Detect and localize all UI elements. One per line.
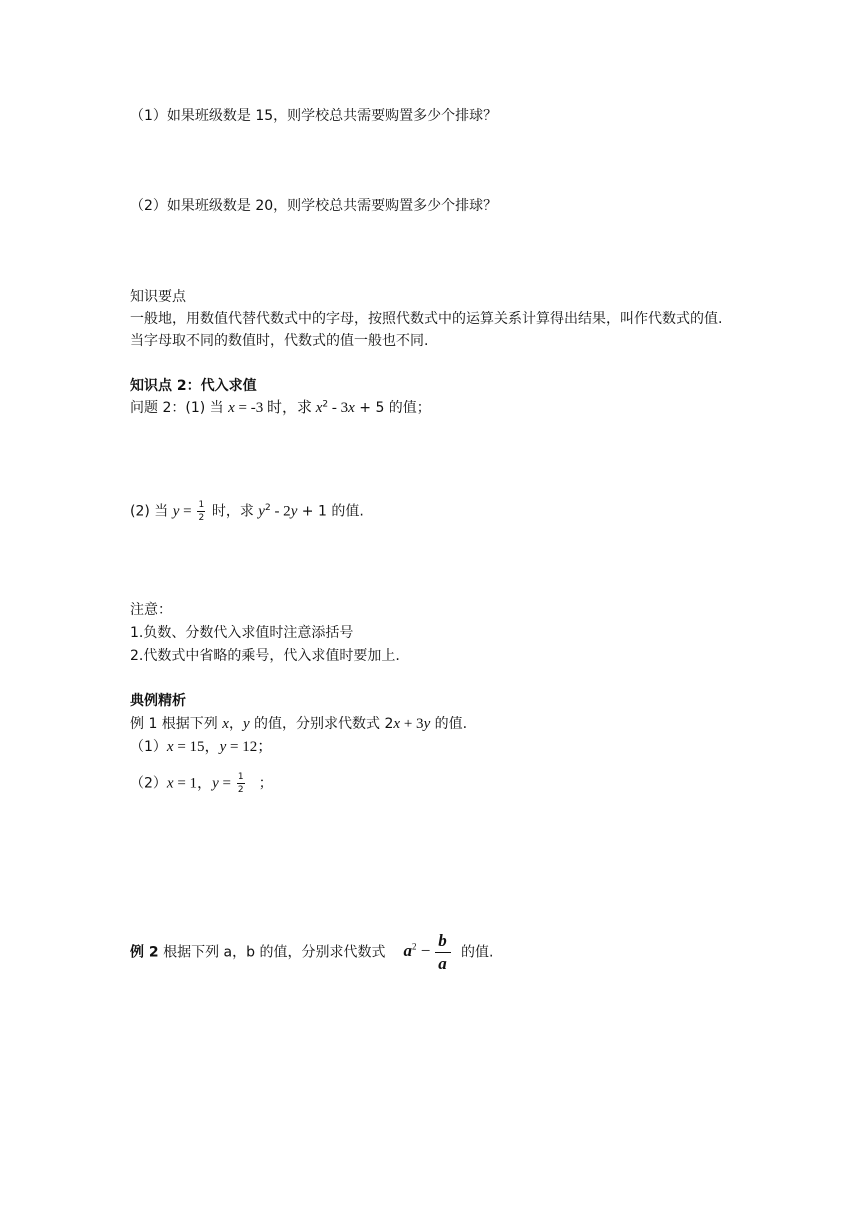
ex2-label: 例 2 bbox=[130, 944, 159, 961]
p1-var-x: x bbox=[228, 400, 235, 416]
question-2: （2）如果班级数是 20，则学校总共需要购置多少个排球？ bbox=[130, 198, 498, 214]
p1-eq: = -3 时，求 bbox=[234, 400, 316, 416]
note-item-2: 2.代数式中省略的乘号，代入求值时要加上. bbox=[130, 648, 400, 664]
ex1-1-var-x: x bbox=[166, 739, 174, 755]
ex1-1-x-value: = 15， bbox=[173, 739, 220, 755]
ex2-text: 根据下列 a，b 的值，分别求代数式 bbox=[158, 944, 386, 961]
example1-statement bbox=[130, 714, 467, 734]
p2-frac-num: 1 bbox=[198, 500, 205, 510]
ex1-1-prefix: （1） bbox=[130, 739, 167, 755]
p2-var-y: y bbox=[172, 503, 180, 520]
ex1-2-tail: ； bbox=[258, 775, 273, 792]
p2-var-y3: y bbox=[290, 503, 298, 520]
p2-mid2: - 2 bbox=[270, 503, 291, 520]
ex2-frac-den: a bbox=[438, 954, 447, 973]
ex1-var-x: x bbox=[222, 716, 229, 732]
ex2-minus: − bbox=[416, 941, 435, 961]
ex2-exponent: 2 bbox=[411, 941, 417, 952]
ex1-2-var-x: x bbox=[166, 775, 174, 792]
ex1-mid: 的值，分别求代数式 2 bbox=[249, 716, 394, 732]
question-1: （1）如果班级数是 15，则学校总共需要购置多少个排球？ bbox=[130, 108, 498, 124]
ex1-2-prefix: （2） bbox=[130, 775, 167, 792]
ex1-1-y-value: = 12； bbox=[226, 739, 273, 755]
p2-fraction bbox=[197, 500, 205, 523]
ex1-2-x-value: = 1， bbox=[173, 775, 213, 792]
p1-var-x3: x bbox=[348, 400, 355, 416]
ex1-plus: + 3 bbox=[400, 716, 424, 732]
problem2-part2 bbox=[130, 500, 364, 523]
p2-exponent: 2 bbox=[264, 502, 271, 513]
ex2-tail: 的值. bbox=[456, 944, 494, 961]
ex1-var-y: y bbox=[242, 716, 250, 732]
ex1-2-frac-den: 2 bbox=[237, 785, 244, 795]
ex1-2-eq: = bbox=[218, 775, 235, 792]
knowledge-body: 一般地，用数值代替代数式中的字母，按照代数式中的运算关系计算得出结果，叫作代数式的值. 当字母取不同的数值时，代数式的值一般也不同. bbox=[130, 311, 723, 349]
p2-frac-den: 2 bbox=[198, 513, 205, 523]
example1-case1 bbox=[130, 737, 272, 757]
ex2-frac-num: b bbox=[438, 931, 447, 950]
p2-tail: + 1 的值. bbox=[297, 503, 364, 520]
note-item-1: 1.负数、分数代入求值时注意添括号 bbox=[130, 625, 354, 641]
ex1-2-var-y: y bbox=[212, 775, 219, 792]
ex1-1-var-y: y bbox=[219, 739, 227, 755]
p2-var-y2: y bbox=[258, 503, 265, 520]
p1-var-x2: x bbox=[315, 400, 323, 416]
ex1-tail: 的值. bbox=[430, 716, 468, 732]
ex2-base: a bbox=[403, 941, 412, 961]
p2-eq: = bbox=[179, 503, 196, 520]
ex1-var-x2: x bbox=[393, 716, 401, 732]
ex1-var-y2: y bbox=[423, 716, 431, 732]
p1-tail: + 5 的值； bbox=[354, 400, 431, 416]
p2-prefix: (2) 当 bbox=[130, 503, 173, 520]
knowledge-heading: 知识要点 bbox=[130, 289, 186, 305]
note-heading: 注意： bbox=[130, 602, 172, 618]
ex2-fraction bbox=[435, 932, 451, 973]
p1-exponent: 2 bbox=[322, 399, 329, 410]
ex2-expression bbox=[403, 931, 450, 973]
problem2-part1 bbox=[130, 398, 431, 418]
p1-prefix: 问题 2：(1) 当 bbox=[130, 400, 229, 416]
ex1-sep: ， bbox=[228, 716, 243, 732]
example1-case2 bbox=[130, 772, 273, 795]
ex1-2-fraction bbox=[237, 772, 245, 795]
point2-heading: 知识点 2：代入求值 bbox=[130, 378, 257, 394]
ex1-prefix: 例 1 根据下列 bbox=[130, 716, 223, 732]
ex1-2-frac-num: 1 bbox=[237, 772, 244, 782]
examples-heading: 典例精析 bbox=[130, 693, 186, 709]
p2-mid1: 时，求 bbox=[207, 503, 259, 520]
example2-statement bbox=[130, 932, 493, 973]
p1-mid: - 3 bbox=[328, 400, 349, 416]
